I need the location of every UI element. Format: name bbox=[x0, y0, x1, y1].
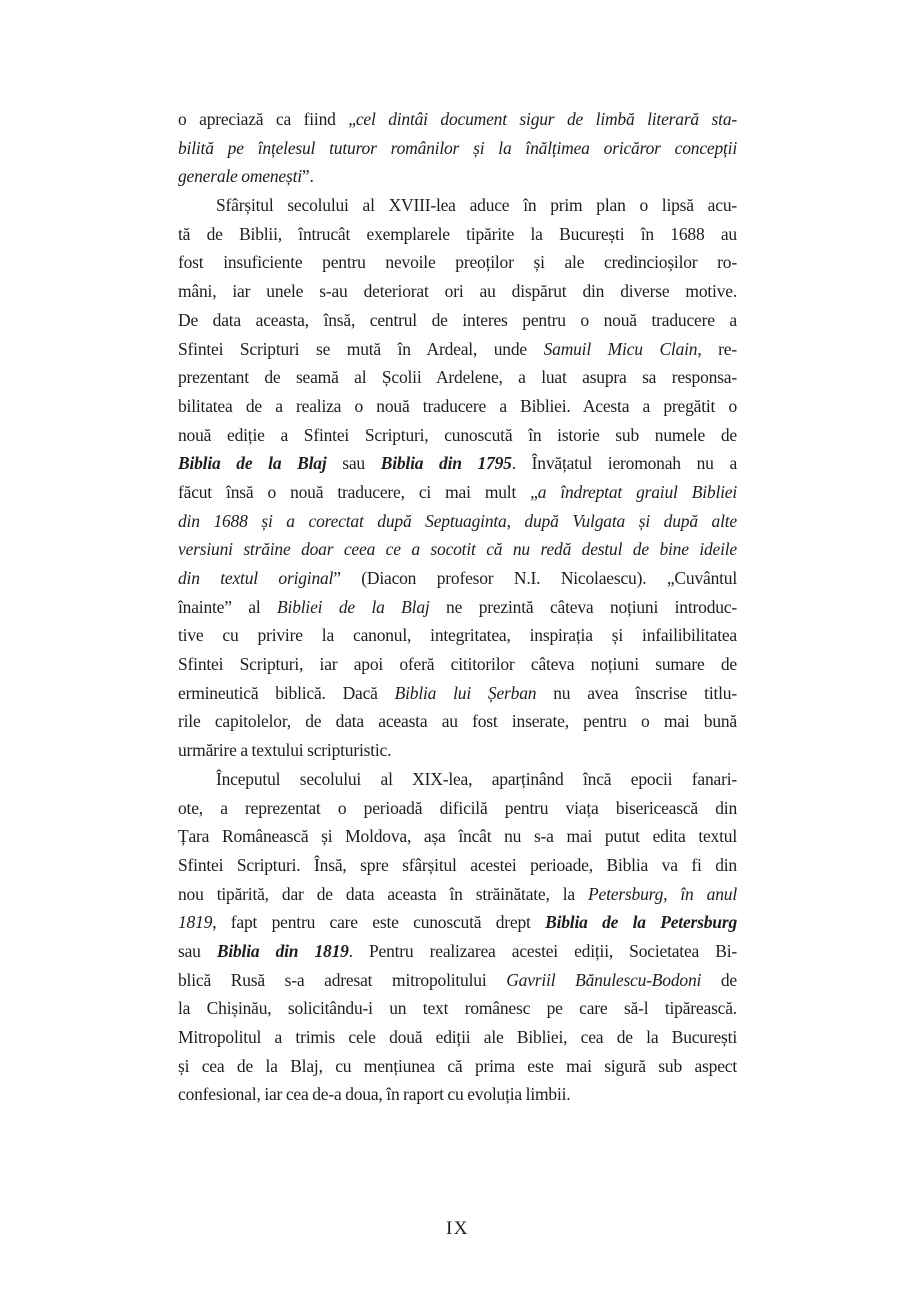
text-segment: ne prezintă câteva noțiuni introduc- bbox=[429, 596, 737, 617]
text-line bbox=[178, 966, 737, 995]
text-segment: și cea de la Blaj, cu mențiunea că prima este mai sigură sub aspect bbox=[178, 1055, 737, 1076]
text-segment: Bibliei de la Blaj bbox=[277, 596, 430, 617]
text-line bbox=[178, 908, 737, 937]
text-line bbox=[178, 1023, 737, 1052]
text-segment: sau bbox=[178, 940, 217, 961]
text-line bbox=[178, 105, 737, 134]
text-line bbox=[178, 593, 737, 622]
text-segment: nu avea înscrise titlu- bbox=[536, 682, 737, 703]
text-line bbox=[178, 564, 737, 593]
text-segment: a îndreptat graiul Bibliei bbox=[537, 481, 737, 502]
text-segment: mâni, iar unele s-au deteriorat ori au dispărut din diverse motive. bbox=[178, 281, 737, 302]
text-segment: cel dintâi document sigur de limbă literară sta- bbox=[355, 109, 737, 129]
paragraph bbox=[178, 191, 737, 765]
text-segment: 1819 bbox=[178, 912, 213, 933]
text-segment: blică Rusă s-a adresat mitropolitului bbox=[178, 969, 507, 990]
paragraph bbox=[178, 105, 737, 191]
text-segment: Biblia din 1819 bbox=[216, 940, 349, 961]
text-segment: urmărire a textului scripturistic. bbox=[178, 740, 392, 761]
text-segment: nou tipărită, dar de data aceasta în străinătate, la bbox=[178, 883, 589, 904]
text-line bbox=[178, 535, 737, 564]
text-segment: la Chișinău, solicitându-i un text românesc pe care să-l tipărească. bbox=[178, 998, 737, 1019]
text-segment: din 1688 și a corectat după Septuaginta, după Vulgata și după alte bbox=[178, 510, 737, 531]
text-line bbox=[178, 478, 737, 507]
text-line bbox=[178, 880, 737, 909]
text-segment: bilitatea de a realiza o nouă traducere a Bibliei. Acesta a pregătit o bbox=[178, 395, 737, 416]
text-segment: nouă ediție a Sfintei Scripturi, cunoscută în istorie sub numele de bbox=[178, 424, 737, 445]
text-segment: tive cu privire la canonul, integritatea, inspirația și infailibilitatea bbox=[178, 625, 737, 646]
text-segment: sau bbox=[326, 453, 381, 474]
text-line bbox=[178, 1052, 737, 1081]
text-segment: , fapt pentru care este cunoscută drept bbox=[212, 912, 546, 933]
text-segment: rile capitolelor, de data aceasta au fost inserate, pentru o mai bună bbox=[178, 711, 737, 732]
text-line bbox=[178, 851, 737, 880]
text-line bbox=[178, 822, 737, 851]
text-segment: o apreciază ca fiind „ bbox=[178, 109, 356, 129]
text-segment: fost insuficiente pentru nevoile preoților și ale credincioșilor ro- bbox=[178, 252, 737, 273]
text-line bbox=[178, 248, 737, 277]
text-line bbox=[178, 765, 737, 794]
text-line bbox=[178, 736, 737, 765]
text-segment: ” (Diacon profesor N.I. Nicolaescu). „Cuvântul bbox=[333, 568, 737, 588]
text-segment: Samuil Micu Clain bbox=[543, 338, 698, 359]
text-segment: Începutul secolului al XIX-lea, aparținând încă epocii fanari- bbox=[216, 768, 737, 789]
text-segment: Mitropolitul a trimis cele două ediții ale Bibliei, cea de la București bbox=[178, 1027, 737, 1047]
text-line bbox=[178, 794, 737, 823]
text-segment: ermineutică biblică. Dacă bbox=[178, 682, 395, 703]
text-segment: Biblia de la Petersburg bbox=[545, 912, 737, 933]
text-segment: Sfintei Scripturi se mută în Ardeal, unde bbox=[178, 338, 544, 359]
text-line bbox=[178, 650, 737, 679]
text-segment: Sfintei Scripturi. Însă, spre sfârșitul acestei perioade, Biblia va fi din bbox=[178, 854, 737, 875]
text-segment: , re- bbox=[697, 338, 737, 359]
text-line bbox=[178, 507, 737, 536]
text-segment: înainte” al bbox=[178, 596, 278, 617]
text-segment: Sfârșitul secolului al XVIII-lea aduce în prim plan o lipsă acu- bbox=[216, 195, 737, 216]
paragraph bbox=[178, 765, 737, 1109]
text-segment: ”. bbox=[301, 166, 314, 187]
text-segment: . Învățatul ieromonah nu a bbox=[511, 453, 737, 474]
text-segment: confesional, iar cea de-a doua, în raport cu evoluția limbii. bbox=[178, 1084, 571, 1105]
text-line bbox=[178, 421, 737, 450]
text-line bbox=[178, 707, 737, 736]
text-segment: ote, a reprezentat o perioadă dificilă pentru viața bisericească din bbox=[178, 797, 737, 818]
text-line bbox=[178, 335, 737, 364]
text-line bbox=[178, 449, 737, 478]
text-line bbox=[178, 937, 737, 966]
text-line bbox=[178, 277, 737, 306]
text-block bbox=[178, 105, 737, 1109]
text-segment: din textul original bbox=[178, 568, 334, 588]
text-line bbox=[178, 306, 737, 335]
text-segment: Gavriil Bănulescu-Bodoni bbox=[506, 969, 702, 990]
text-line bbox=[178, 191, 737, 220]
text-segment: tă de Biblii, întrucât exemplarele tipărite la București în 1688 au bbox=[178, 223, 737, 244]
text-segment: Biblia din 1795 bbox=[380, 453, 512, 474]
text-segment: Biblia de la Blaj bbox=[178, 453, 327, 474]
text-line bbox=[178, 392, 737, 421]
text-segment: . Pentru realizarea acestei ediții, Societatea Bi- bbox=[348, 940, 737, 961]
text-line bbox=[178, 363, 737, 392]
text-segment: prezentant de seamă al Școlii Ardelene, a luat asupra sa responsa- bbox=[178, 367, 737, 388]
page-number: IX bbox=[445, 1218, 470, 1239]
text-line bbox=[178, 621, 737, 650]
text-line bbox=[178, 679, 737, 708]
text-segment: De data aceasta, însă, centrul de interes pentru o nouă traducere a bbox=[178, 309, 737, 330]
text-line bbox=[178, 162, 737, 191]
text-line bbox=[178, 134, 737, 163]
text-segment: Petersburg, în anul bbox=[588, 883, 737, 904]
text-segment: făcut însă o nouă traducere, ci mai mult „ bbox=[178, 481, 538, 502]
text-segment: generale omenești bbox=[178, 166, 302, 187]
text-segment: Biblia lui Șerban bbox=[394, 682, 537, 703]
text-line bbox=[178, 994, 737, 1023]
text-line bbox=[178, 220, 737, 249]
text-segment: Sfintei Scripturi, iar apoi oferă cititorilor câteva noțiuni sumare de bbox=[178, 654, 737, 675]
text-segment: bilită pe înțelesul tuturor românilor și la înălțimea oricăror concepții bbox=[178, 137, 737, 158]
text-segment: de bbox=[701, 969, 737, 990]
text-line bbox=[178, 1080, 737, 1109]
text-segment: Țara Românească și Moldova, așa încât nu s-a mai putut edita textul bbox=[178, 826, 737, 847]
text-segment: versiuni străine doar ceea ce a socotit că nu redă destul de bine ideile bbox=[178, 539, 737, 560]
